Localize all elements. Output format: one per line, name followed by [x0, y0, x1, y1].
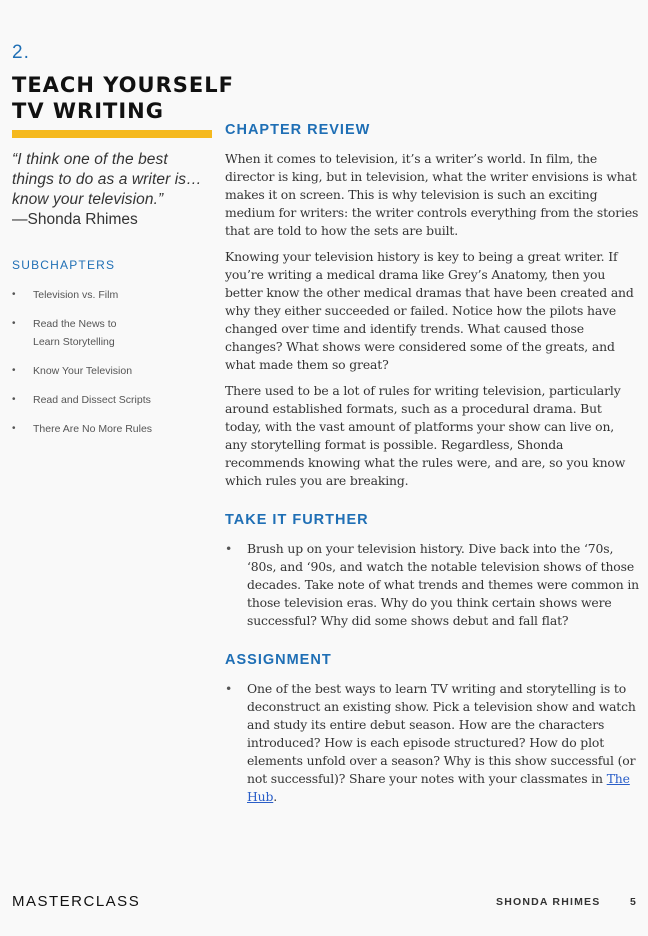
page-number: 5 — [630, 896, 636, 908]
take-it-further-heading: TAKE IT FURTHER — [225, 512, 369, 528]
bullet-icon: • — [12, 365, 16, 376]
chapter-review-heading: CHAPTER REVIEW — [225, 122, 371, 138]
bullet-icon: • — [225, 681, 233, 696]
subchapter-list — [12, 286, 212, 438]
the-hub-link[interactable]: The Hub — [247, 771, 630, 804]
subchapter-item[interactable] — [12, 286, 212, 304]
subchapter-item[interactable] — [12, 362, 212, 380]
subchapter-label: Know Your Television — [33, 365, 133, 377]
quote-author: —Shonda Rhimes — [12, 211, 138, 228]
list-item-text: Brush up on your television history. Dive back into the ‘70s, ‘80s, and ‘90s, and watch the notable television shows of those decades. Take note of what trends and themes were common in those television eras. Why do you think certain shows were successful? Why did some shows debut and fall flat? — [247, 541, 639, 628]
pull-quote: “I think one of the best things to do as a writer is… know your television.” — [12, 151, 202, 208]
subchapter-label: Read and Dissect Scripts — [33, 394, 151, 406]
subchapter-label-line2: Learn Storytelling — [33, 336, 115, 348]
subchapter-item[interactable] — [12, 391, 212, 409]
bullet-icon: • — [12, 423, 16, 434]
subchapter-label: Read the News to — [33, 318, 117, 330]
assignment-text: One of the best ways to learn TV writing and storytelling is to deconstruct an existing show. Pick a television show and watch and study its entire debut season. How are the characters introduced? How is each episode structured? How do plot elements unfold over a season? Why is this show successful (or not successful)? Share your notes with your classmates in — [247, 681, 636, 786]
assignment-text-end: . — [273, 789, 278, 804]
bullet-icon: • — [12, 318, 16, 329]
assignment-list — [225, 680, 639, 806]
main-content — [225, 120, 639, 806]
title-underline-bar — [12, 130, 212, 138]
list-item — [225, 540, 639, 630]
list-item — [225, 680, 639, 806]
subchapter-label: There Are No More Rules — [33, 423, 153, 435]
chapter-title-line2: TV WRITING — [12, 99, 164, 123]
bullet-icon: • — [12, 289, 16, 300]
subchapters-heading: SUBCHAPTERS — [12, 258, 116, 272]
take-it-further-list — [225, 540, 639, 630]
bullet-icon: • — [12, 394, 16, 405]
review-paragraph: There used to be a lot of rules for writing television, particularly around established formats, such as a procedural drama. But today, with the vast amount of platforms your show can live on, any storytelling format is possible. Regardless, Shonda recommends knowing what the rules were, and are, so you know which rules you are breaking. — [225, 383, 626, 488]
assignment-heading: ASSIGNMENT — [225, 652, 332, 668]
review-paragraph: Knowing your television history is key to being a great writer. If you’re writing a medical drama like Grey’s Anatomy, then you better know the other medical dramas that have been created and why they either succeeded or failed. Notice how the pilots have changed over time and identify trends. What caused those changes? What shows were considered some of the greats, and what made them so great? — [225, 249, 634, 372]
bullet-icon: • — [225, 541, 233, 556]
subchapter-item[interactable] — [12, 315, 212, 351]
masterclass-logo: MASTERCLASS — [12, 893, 141, 910]
subchapter-item[interactable] — [12, 420, 212, 438]
chapter-title-line1: TEACH YOURSELF — [12, 73, 234, 97]
subchapter-label: Television vs. Film — [33, 289, 119, 301]
footer-author: SHONDA RHIMES — [496, 896, 601, 908]
chapter-number: 2. — [12, 42, 30, 63]
sidebar — [12, 40, 234, 449]
chapter-title — [12, 72, 234, 124]
review-paragraph: When it comes to television, it’s a writer’s world. In film, the director is king, but in television, what the writer envisions is what makes it on screen. This is why television is such an exciting medium for writers: the writer controls everything from the stories that are told to how the sets are built. — [225, 151, 639, 238]
